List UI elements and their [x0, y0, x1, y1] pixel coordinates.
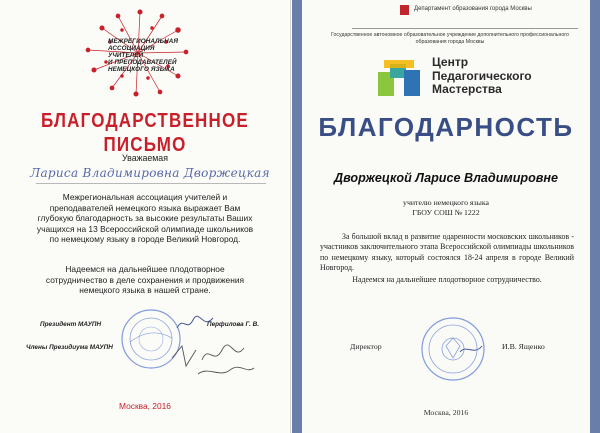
left-certificate — [0, 0, 291, 433]
president-name: Перфилова Г. В. — [207, 321, 259, 328]
director-name: И.В. Ященко — [502, 342, 545, 351]
moscow-emblem-icon — [400, 5, 409, 15]
institution-name: Государственное автономное образовательное учреждение дополнительного профессионального образования города Москвы — [331, 32, 569, 45]
handwritten-recipient: Лариса Владимировна Дворжецкая — [30, 166, 270, 180]
center-name-line: Мастерства — [432, 82, 502, 96]
right-title: БЛАГОДАРНОСТЬ — [318, 112, 574, 142]
center-logo-icon — [376, 58, 422, 98]
director-label: Директор — [350, 342, 382, 351]
right-paragraph-1: За большой вклад в развитие одаренности московских школьников - участников заключительного этапа Всероссийской олимпиады школьников по немецкому языку, который состоялся 18-24 апреля в городе Великий Новгород. — [320, 232, 574, 273]
left-footer-city-year: Москва, 2016 — [119, 401, 171, 411]
right-paragraph-2: Надеемся на дальнейшее плодотворное сотрудничество. — [352, 275, 542, 284]
presidium-signatures — [168, 340, 256, 380]
presidium-label: Члены Президиума МАУПН — [26, 344, 113, 351]
right-certificate — [292, 0, 600, 433]
association-name — [108, 38, 198, 73]
president-signature — [175, 312, 215, 334]
assoc-line: МЕЖРЕГИОНАЛЬНАЯ — [108, 38, 179, 45]
underline — [36, 183, 266, 184]
assoc-line: УЧИТЕЛЕЙ — [108, 52, 144, 59]
divider — [352, 28, 578, 29]
certificate-page — [302, 0, 590, 433]
assoc-line: АССОЦИАЦИЯ — [108, 45, 155, 52]
recipient-name: Дворжецкой Ларисе Владимировне — [333, 171, 558, 185]
school-line: ГБОУ СОШ № 1222 — [412, 208, 480, 217]
left-paragraph-2: Надеемся на дальнейшее плодотворное сотрудничество в деле сохранения и продвижения немецкого языка в нашей стране. — [45, 264, 245, 296]
official-seal — [420, 316, 486, 382]
left-paragraph-1: Межрегиональная ассоциация учителей и преподавателей немецкого языка выражает Вам глубокую благодарность за высокие результаты Ваших учащихся на 13 Всероссийской олимпиаде школьников по немецкому языку в городе Великий Новгород. — [36, 192, 254, 245]
assoc-line: И ПРЕПОДАВАТЕЛЕЙ — [108, 59, 177, 66]
assoc-line: НЕМЕЦКОГО ЯЗЫКА — [108, 66, 175, 73]
left-title: БЛАГОДАРСТВЕННОЕ ПИСЬМО — [41, 109, 249, 156]
center-name — [432, 56, 532, 97]
center-name-line: Центр — [432, 55, 469, 69]
president-label: Президент МАУПН — [40, 321, 102, 328]
right-footer-city-year: Москва, 2016 — [423, 408, 469, 417]
greeting: Уважаемая — [122, 153, 168, 163]
department-name: Департамент образования города Москвы — [414, 6, 532, 12]
center-name-line: Педагогического — [432, 68, 532, 83]
recipient-position — [302, 198, 590, 218]
position-line: учителю немецкого языка — [403, 198, 489, 207]
